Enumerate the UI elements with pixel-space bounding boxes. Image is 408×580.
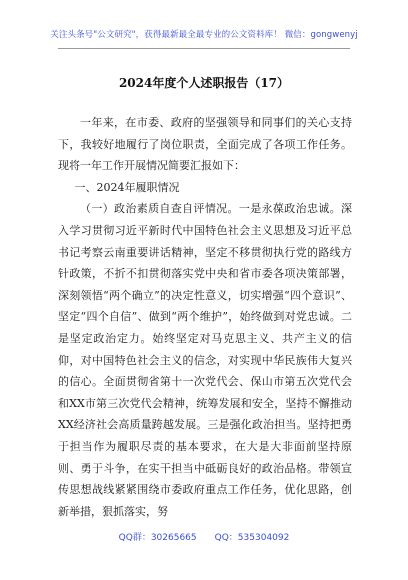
footer-qq-group: QQ群：30265665 bbox=[118, 533, 197, 543]
footer-qq: QQ：535304092 bbox=[214, 533, 290, 543]
header-divider bbox=[58, 48, 350, 49]
footer-contact bbox=[0, 530, 408, 543]
body-paragraph: （一）政治素质自查自评情况。一是永葆政治忠诚。深入学习贯彻习近平新时代中国特色社会主义思想及习近平总书记考察云南重要讲话精神，坚定不移贯彻执行党的路线方针政策，不折不扣贯彻落实党中央和省市委各项决策部署，深刻领悟“两个确立”的决定性意义，切实增强“四个意识”、坚定“四个自信”、做到“两个维护”，始终做到对党忠诚。二是坚定政治定力。始终坚定对马克思主义、共产主义的信仰，对中国特色社会主义的信念，对实现中华民族伟大复兴的信心。全面贯彻省第十一次党代会、保山市第五次党代会和XX市第三次党代会精神，统筹发展和安全，坚持不懈推动XX经济社会高质量跨越发展。三是强化政治担当。坚持把勇于担当作为履职尽责的基本要求，在大是大非面前坚持原则、勇于斗争，在实干担当中砥砺良好的政治品格。带领宣传思想战线紧紧围绕市委政府重点工作任务，优化思路，创新举措，狠抓落实，努 bbox=[58, 202, 352, 518]
section-heading: 一、2024年履职情况 bbox=[74, 180, 180, 194]
document-body bbox=[58, 112, 352, 522]
header-banner: 关注头条号"公文研究"，获得最新最全最专业的公文资料库！ 微信：gongwenyj bbox=[50, 30, 358, 40]
intro-paragraph: 一年来，在市委、政府的坚强领导和同事们的关心支持下，我较好地履行了岗位职责，全面完成了各项工作任务。现将一年工作开展情况简要汇报如下： bbox=[58, 116, 352, 173]
document-title: 2024年度个人述职报告（17） bbox=[118, 76, 290, 90]
